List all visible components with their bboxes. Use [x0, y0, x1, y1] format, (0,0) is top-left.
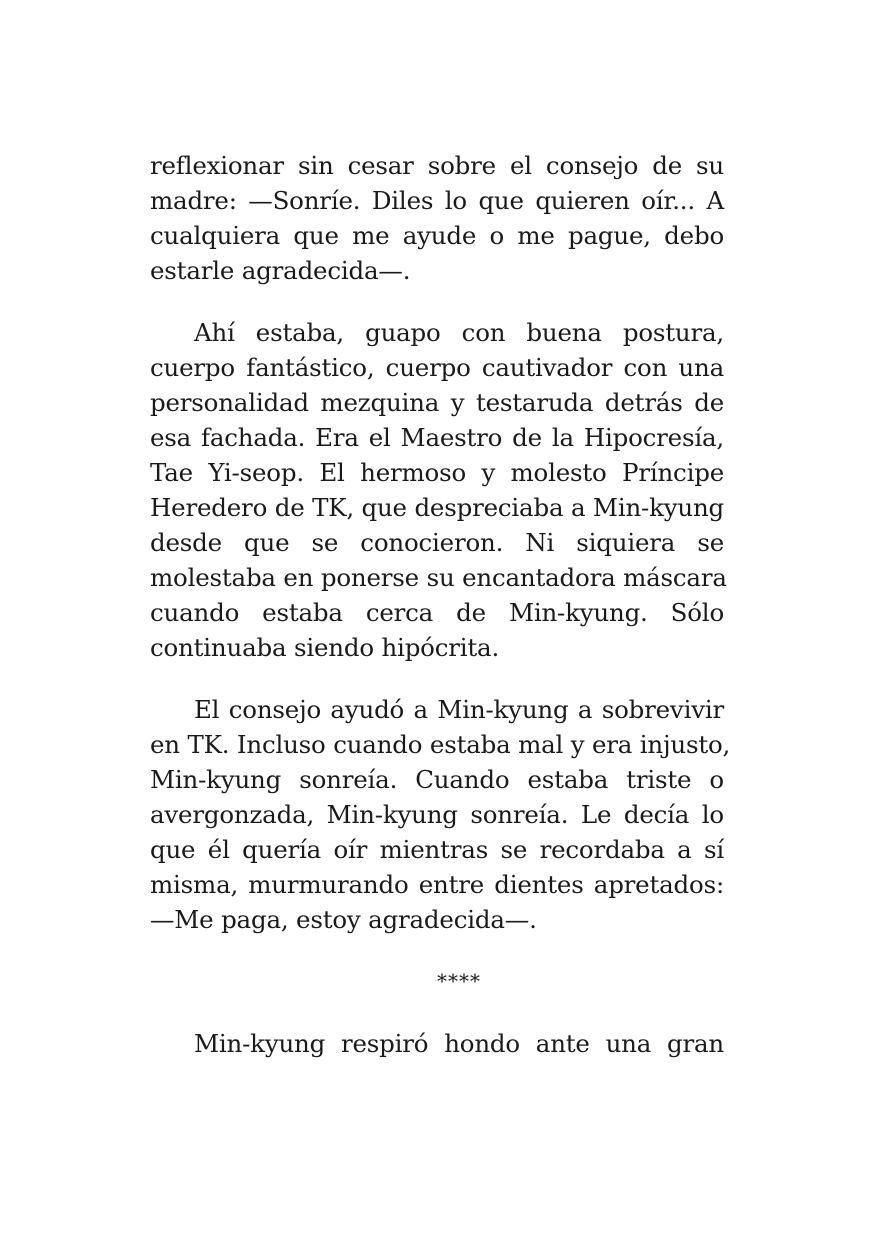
text-line: personalidad mezquina y testaruda detrás de — [150, 388, 724, 417]
paragraph-4 — [150, 1026, 724, 1061]
text-line: estarle agradecida—. — [150, 256, 411, 285]
text-line: misma, murmurando entre dientes apretados: — [150, 870, 724, 899]
text-line: esa fachada. Era el Maestro de la Hipocresía, — [150, 423, 724, 452]
book-page — [150, 148, 731, 1061]
text-line: Heredero de TK, que despreciaba a Min-kyung — [150, 493, 725, 522]
text-line: —Me paga, estoy agradecida—. — [150, 905, 537, 934]
paragraph-1 — [150, 148, 724, 288]
text-line: cuerpo fantástico, cuerpo cautivador con una — [150, 353, 724, 382]
text-line: molestaba en ponerse su encantadora máscara — [150, 563, 727, 592]
text-line: cualquiera que me ayude o me pague, debo — [150, 221, 724, 250]
paragraph-3 — [150, 692, 731, 937]
text-line: avergonzada, Min-kyung sonreía. Le decía lo — [150, 800, 724, 829]
paragraph-2 — [150, 315, 727, 665]
paragraph-gap — [150, 288, 724, 315]
text-line: Min-kyung respiró hondo ante una gran — [194, 1029, 724, 1058]
scene-break-separator: **** — [437, 969, 481, 993]
text-line: en TK. Incluso cuando estaba mal y era injusto, — [150, 730, 731, 759]
text-line: Ahí estaba, guapo con buena postura, — [194, 318, 724, 347]
text-line: Tae Yi-seop. El hermoso y molesto Príncipe — [150, 458, 724, 487]
text-line: El consejo ayudó a Min-kyung a sobrevivir — [194, 695, 724, 724]
paragraph-gap — [150, 999, 724, 1026]
text-line: madre: —Sonríe. Diles lo que quieren oír... A — [150, 186, 724, 215]
text-line: que él quería oír mientras se recordaba a sí — [150, 835, 724, 864]
text-line: reflexionar sin cesar sobre el consejo de su — [150, 151, 724, 180]
paragraph-gap — [150, 665, 724, 692]
text-line: desde que se conocieron. Ni siquiera se — [150, 528, 724, 557]
text-line: cuando estaba cerca de Min-kyung. Sólo — [150, 598, 724, 627]
text-line: continuaba siendo hipócrita. — [150, 633, 500, 662]
text-line: Min-kyung sonreía. Cuando estaba triste o — [150, 765, 724, 794]
paragraph-gap — [150, 937, 724, 964]
